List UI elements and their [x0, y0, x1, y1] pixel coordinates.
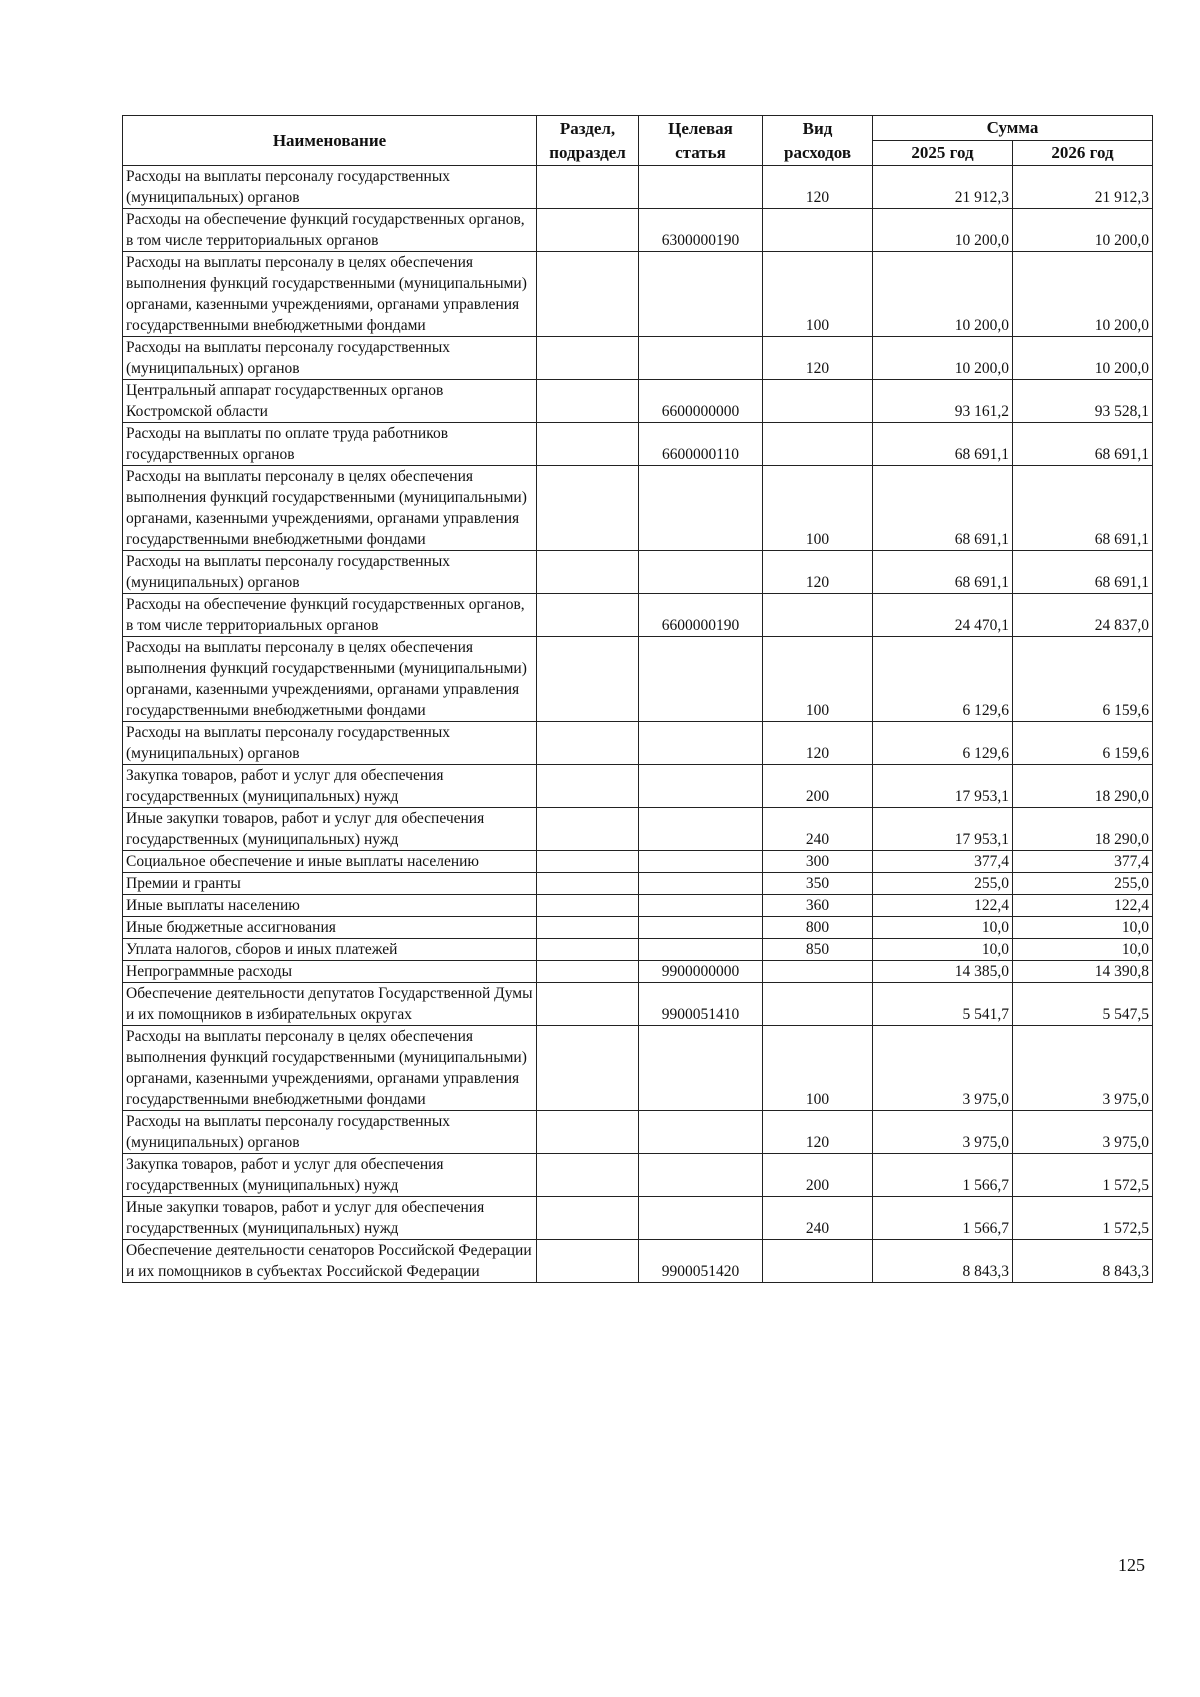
cell-name: Расходы на выплаты персоналу в целях обеспечения выполнения функций государственными (муниципальными) органами, казенными учреждениями, органами управления государственными внебюджетными фондами [123, 637, 537, 722]
cell-type: 200 [763, 765, 873, 808]
cell-target [639, 1111, 763, 1154]
cell-section [537, 873, 639, 895]
cell-type: 300 [763, 851, 873, 873]
cell-sum-2025: 10,0 [873, 917, 1013, 939]
cell-section [537, 252, 639, 337]
cell-sum-2025: 10 200,0 [873, 209, 1013, 252]
cell-target: 6300000190 [639, 209, 763, 252]
cell-name: Закупка товаров, работ и услуг для обеспечения государственных (муниципальных) нужд [123, 765, 537, 808]
header-name: Наименование [123, 116, 537, 166]
table-header [123, 116, 1153, 166]
cell-sum-2026: 24 837,0 [1013, 594, 1153, 637]
cell-name: Социальное обеспечение и иные выплаты населению [123, 851, 537, 873]
cell-type [763, 423, 873, 466]
cell-target [639, 1154, 763, 1197]
cell-type: 240 [763, 808, 873, 851]
cell-sum-2025: 1 566,7 [873, 1197, 1013, 1240]
cell-sum-2026: 3 975,0 [1013, 1026, 1153, 1111]
cell-type [763, 209, 873, 252]
cell-type [763, 1240, 873, 1283]
cell-target [639, 1197, 763, 1240]
cell-section [537, 166, 639, 209]
cell-sum-2025: 3 975,0 [873, 1111, 1013, 1154]
cell-sum-2026: 3 975,0 [1013, 1111, 1153, 1154]
cell-type [763, 983, 873, 1026]
cell-type: 100 [763, 637, 873, 722]
cell-type: 100 [763, 252, 873, 337]
cell-type: 200 [763, 1154, 873, 1197]
cell-name: Иные выплаты населению [123, 895, 537, 917]
cell-section [537, 895, 639, 917]
cell-section [537, 209, 639, 252]
table-row [123, 722, 1153, 765]
cell-name: Премии и гранты [123, 873, 537, 895]
cell-target: 9900051420 [639, 1240, 763, 1283]
cell-sum-2025: 24 470,1 [873, 594, 1013, 637]
table-row [123, 1154, 1153, 1197]
cell-target [639, 917, 763, 939]
cell-sum-2025: 3 975,0 [873, 1026, 1013, 1111]
cell-sum-2026: 122,4 [1013, 895, 1153, 917]
cell-name: Центральный аппарат государственных органов Костромской области [123, 380, 537, 423]
cell-sum-2026: 10 200,0 [1013, 209, 1153, 252]
cell-type: 100 [763, 1026, 873, 1111]
table-row [123, 961, 1153, 983]
table-row [123, 851, 1153, 873]
page-number: 125 [1118, 1555, 1145, 1575]
cell-name: Расходы на выплаты персоналу государственных (муниципальных) органов [123, 722, 537, 765]
cell-section [537, 594, 639, 637]
header-section [537, 116, 639, 166]
cell-name: Иные закупки товаров, работ и услуг для обеспечения государственных (муниципальных) нужд [123, 808, 537, 851]
cell-section [537, 1154, 639, 1197]
cell-type [763, 961, 873, 983]
cell-sum-2026: 6 159,6 [1013, 722, 1153, 765]
cell-type: 120 [763, 551, 873, 594]
cell-target [639, 873, 763, 895]
cell-sum-2026: 10 200,0 [1013, 252, 1153, 337]
cell-section [537, 423, 639, 466]
table-row [123, 873, 1153, 895]
cell-sum-2026: 18 290,0 [1013, 808, 1153, 851]
cell-name: Иные закупки товаров, работ и услуг для обеспечения государственных (муниципальных) нужд [123, 1197, 537, 1240]
cell-sum-2026: 5 547,5 [1013, 983, 1153, 1026]
cell-name: Уплата налогов, сборов и иных платежей [123, 939, 537, 961]
cell-type [763, 380, 873, 423]
header-target-line1: Целевая [668, 118, 733, 138]
cell-type: 100 [763, 466, 873, 551]
cell-target [639, 1026, 763, 1111]
table-row [123, 1026, 1153, 1111]
cell-target [639, 895, 763, 917]
cell-type: 850 [763, 939, 873, 961]
cell-type [763, 594, 873, 637]
cell-section [537, 722, 639, 765]
header-target-line2: статья [675, 142, 726, 162]
cell-sum-2026: 8 843,3 [1013, 1240, 1153, 1283]
cell-target: 9900051410 [639, 983, 763, 1026]
cell-name: Расходы на выплаты персоналу государственных (муниципальных) органов [123, 1111, 537, 1154]
table-row [123, 252, 1153, 337]
cell-target [639, 252, 763, 337]
cell-target [639, 851, 763, 873]
cell-sum-2026: 93 528,1 [1013, 380, 1153, 423]
table-row [123, 917, 1153, 939]
table-row [123, 423, 1153, 466]
cell-sum-2025: 5 541,7 [873, 983, 1013, 1026]
cell-sum-2026: 10,0 [1013, 939, 1153, 961]
cell-sum-2025: 68 691,1 [873, 423, 1013, 466]
cell-section [537, 765, 639, 808]
cell-sum-2025: 1 566,7 [873, 1154, 1013, 1197]
table-body [123, 166, 1153, 1283]
cell-sum-2025: 6 129,6 [873, 637, 1013, 722]
table-row [123, 166, 1153, 209]
cell-target [639, 765, 763, 808]
cell-name: Расходы на выплаты персоналу государственных (муниципальных) органов [123, 551, 537, 594]
cell-section [537, 1026, 639, 1111]
cell-name: Расходы на выплаты по оплате труда работников государственных органов [123, 423, 537, 466]
cell-name: Закупка товаров, работ и услуг для обеспечения государственных (муниципальных) нужд [123, 1154, 537, 1197]
cell-name: Обеспечение деятельности депутатов Государственной Думы и их помощников в избирательных округах [123, 983, 537, 1026]
header-year-2026: 2026 год [1013, 141, 1153, 166]
cell-sum-2026: 68 691,1 [1013, 551, 1153, 594]
cell-sum-2026: 10,0 [1013, 917, 1153, 939]
cell-target [639, 551, 763, 594]
cell-sum-2025: 21 912,3 [873, 166, 1013, 209]
cell-section [537, 808, 639, 851]
cell-sum-2025: 10,0 [873, 939, 1013, 961]
cell-name: Расходы на обеспечение функций государственных органов, в том числе территориальных органов [123, 209, 537, 252]
cell-sum-2025: 122,4 [873, 895, 1013, 917]
cell-sum-2026: 21 912,3 [1013, 166, 1153, 209]
cell-name: Расходы на обеспечение функций государственных органов, в том числе территориальных органов [123, 594, 537, 637]
cell-target [639, 722, 763, 765]
cell-sum-2025: 6 129,6 [873, 722, 1013, 765]
cell-sum-2025: 10 200,0 [873, 252, 1013, 337]
cell-sum-2025: 10 200,0 [873, 337, 1013, 380]
budget-table [122, 115, 1153, 1283]
cell-type: 120 [763, 722, 873, 765]
cell-sum-2025: 17 953,1 [873, 765, 1013, 808]
header-type [763, 116, 873, 166]
cell-target [639, 939, 763, 961]
table-row [123, 337, 1153, 380]
table-row [123, 1240, 1153, 1283]
table-row [123, 466, 1153, 551]
table-row [123, 380, 1153, 423]
cell-sum-2026: 255,0 [1013, 873, 1153, 895]
cell-sum-2025: 68 691,1 [873, 551, 1013, 594]
table-row [123, 765, 1153, 808]
cell-sum-2026: 10 200,0 [1013, 337, 1153, 380]
header-type-line2: расходов [784, 142, 851, 162]
cell-section [537, 551, 639, 594]
cell-name: Расходы на выплаты персоналу в целях обеспечения выполнения функций государственными (муниципальными) органами, казенными учреждениями, органами управления государственными внебюджетными фондами [123, 252, 537, 337]
header-year-2025: 2025 год [873, 141, 1013, 166]
cell-section [537, 917, 639, 939]
cell-section [537, 851, 639, 873]
cell-section [537, 983, 639, 1026]
cell-sum-2025: 255,0 [873, 873, 1013, 895]
cell-sum-2025: 17 953,1 [873, 808, 1013, 851]
cell-type: 360 [763, 895, 873, 917]
cell-type: 120 [763, 1111, 873, 1154]
cell-sum-2025: 14 385,0 [873, 961, 1013, 983]
cell-name: Расходы на выплаты персоналу государственных (муниципальных) органов [123, 166, 537, 209]
cell-sum-2026: 6 159,6 [1013, 637, 1153, 722]
cell-type: 800 [763, 917, 873, 939]
table-row [123, 895, 1153, 917]
cell-sum-2025: 68 691,1 [873, 466, 1013, 551]
cell-name: Расходы на выплаты персоналу государственных (муниципальных) органов [123, 337, 537, 380]
cell-target [639, 637, 763, 722]
cell-type: 350 [763, 873, 873, 895]
cell-section [537, 466, 639, 551]
cell-target [639, 808, 763, 851]
header-target [639, 116, 763, 166]
cell-section [537, 337, 639, 380]
cell-name: Обеспечение деятельности сенаторов Российской Федерации и их помощников в субъектах Российской Федерации [123, 1240, 537, 1283]
cell-section [537, 961, 639, 983]
cell-section [537, 939, 639, 961]
table-row [123, 1197, 1153, 1240]
cell-name: Непрограммные расходы [123, 961, 537, 983]
cell-section [537, 637, 639, 722]
cell-target [639, 466, 763, 551]
cell-name: Расходы на выплаты персоналу в целях обеспечения выполнения функций государственными (муниципальными) органами, казенными учреждениями, органами управления государственными внебюджетными фондами [123, 466, 537, 551]
cell-section [537, 380, 639, 423]
table-row [123, 808, 1153, 851]
cell-name: Расходы на выплаты персоналу в целях обеспечения выполнения функций государственными (муниципальными) органами, казенными учреждениями, органами управления государственными внебюджетными фондами [123, 1026, 537, 1111]
table-row [123, 983, 1153, 1026]
cell-section [537, 1197, 639, 1240]
cell-sum-2026: 1 572,5 [1013, 1197, 1153, 1240]
header-section-line2: подраздел [549, 142, 626, 162]
table-row [123, 1111, 1153, 1154]
cell-section [537, 1240, 639, 1283]
cell-target: 6600000190 [639, 594, 763, 637]
cell-target: 6600000000 [639, 380, 763, 423]
header-sum: Сумма [873, 116, 1153, 141]
cell-type: 120 [763, 166, 873, 209]
header-type-line1: Вид [802, 118, 833, 138]
cell-sum-2026: 18 290,0 [1013, 765, 1153, 808]
cell-sum-2025: 377,4 [873, 851, 1013, 873]
cell-sum-2026: 1 572,5 [1013, 1154, 1153, 1197]
cell-target [639, 337, 763, 380]
cell-sum-2026: 14 390,8 [1013, 961, 1153, 983]
cell-name: Иные бюджетные ассигнования [123, 917, 537, 939]
cell-sum-2026: 68 691,1 [1013, 423, 1153, 466]
cell-target: 9900000000 [639, 961, 763, 983]
cell-target: 6600000110 [639, 423, 763, 466]
table-row [123, 209, 1153, 252]
cell-sum-2025: 8 843,3 [873, 1240, 1013, 1283]
cell-target [639, 166, 763, 209]
cell-sum-2025: 93 161,2 [873, 380, 1013, 423]
cell-sum-2026: 377,4 [1013, 851, 1153, 873]
cell-type: 120 [763, 337, 873, 380]
table-row [123, 551, 1153, 594]
cell-type: 240 [763, 1197, 873, 1240]
table-row [123, 637, 1153, 722]
header-section-line1: Раздел, [559, 118, 616, 138]
table-row [123, 939, 1153, 961]
cell-sum-2026: 68 691,1 [1013, 466, 1153, 551]
table-row [123, 594, 1153, 637]
cell-section [537, 1111, 639, 1154]
